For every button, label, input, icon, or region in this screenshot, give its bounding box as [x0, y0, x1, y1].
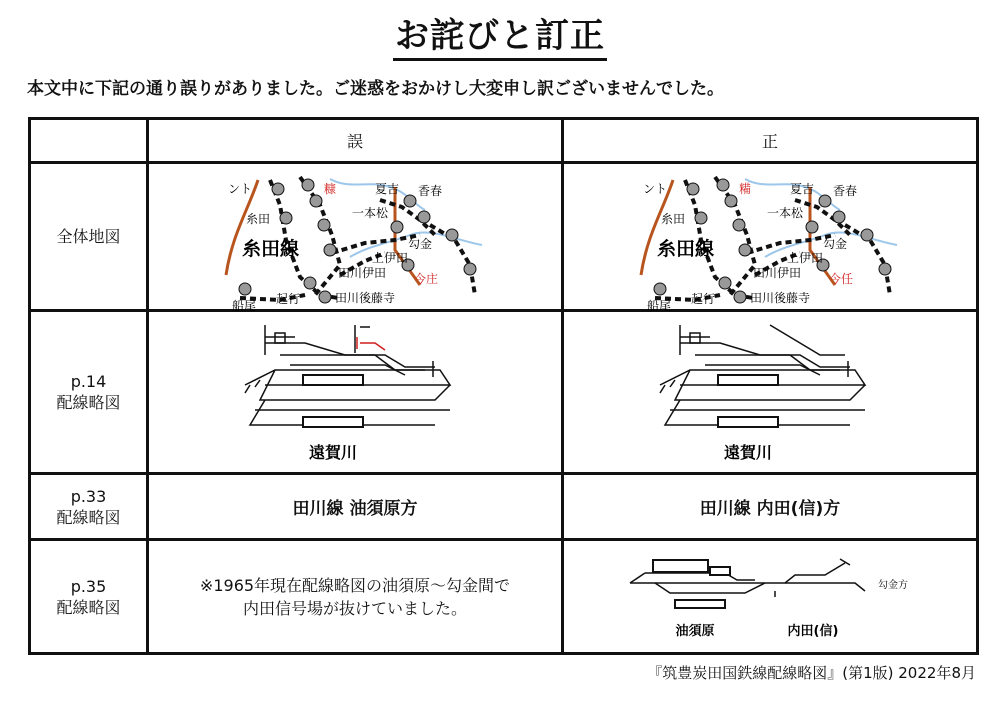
note-line: ※1965年現在配線略図の油須原〜勾金間で	[199, 575, 511, 595]
row-label-line: 全体地図	[56, 227, 121, 246]
map-label-nto: ント	[228, 181, 253, 196]
header-corner	[30, 119, 148, 163]
row-label-p14	[30, 311, 148, 474]
p35-station-right: 内田(信)	[787, 623, 839, 639]
p14-river-label: 遠賀川	[308, 443, 358, 462]
map-label-ippommatsu: 一本松	[767, 205, 804, 220]
p35-wrong-note	[148, 540, 563, 654]
map-label-tagawa-gotoji: 田川後藤寺	[750, 290, 811, 305]
row-label-p35	[30, 540, 148, 654]
map-label-tagawa-ita: 田川伊田	[338, 265, 387, 280]
p35-diagram	[625, 545, 915, 645]
map-label-funao: 船尾	[232, 298, 257, 313]
map-label-ippommatsu: 一本松	[352, 205, 389, 220]
map-label-tagawa-gotoji: 田川後藤寺	[335, 290, 396, 305]
p33-wrong-text: 田川線 油須原方	[148, 474, 563, 540]
header-row	[30, 119, 978, 163]
row-p35	[30, 540, 978, 654]
map-mine-label-correct: 糒	[739, 181, 752, 196]
map-label-natsuyoshi: 夏吉	[375, 181, 400, 196]
map-label-magarikane: 勾金	[408, 236, 433, 251]
p14-correct-cell	[563, 311, 978, 474]
row-label-line: 配線略図	[56, 597, 121, 617]
row-label-line: 配線略図	[56, 507, 121, 527]
p14-river-label: 遠賀川	[723, 443, 773, 462]
map-label-kamiita: 上伊田	[372, 250, 409, 265]
map-label-tagawa-ita: 田川伊田	[753, 265, 802, 280]
map-correct-cell	[563, 163, 978, 311]
row-label-p33	[30, 474, 148, 540]
p35-correct-cell	[563, 540, 978, 654]
row-p33	[30, 474, 978, 540]
p35-station-left: 油須原	[675, 623, 715, 639]
row-label-line: p.35	[70, 576, 107, 596]
map-correct	[635, 165, 905, 313]
map-label-itoda: 糸田	[246, 211, 271, 226]
header-correct: 正	[563, 119, 978, 163]
note-line: 内田信号場が抜けていました。	[242, 598, 467, 618]
p35-direction-label: 勾金方	[878, 579, 908, 591]
map-branch-label-correct: 今任	[829, 271, 854, 286]
header-wrong: 誤	[148, 119, 563, 163]
footer-source: 『筑豊炭田国鉄線配線略図』(第1版) 2022年8月	[647, 664, 976, 682]
errata-table	[28, 117, 979, 655]
map-label-natsuyoshi: 夏吉	[790, 181, 815, 196]
map-label-itoda: 糸田	[661, 211, 686, 226]
map-label-kamiita: 上伊田	[787, 250, 824, 265]
map-label-kaharu: 香春	[833, 183, 858, 198]
row-p14	[30, 311, 978, 474]
page-title: お詫びと訂正	[0, 8, 1000, 57]
p14-wrong-cell	[148, 311, 563, 474]
map-base	[226, 177, 482, 313]
map-wrong	[220, 165, 490, 313]
map-base	[641, 177, 897, 313]
map-branch-label-wrong: 今庄	[414, 271, 439, 286]
row-map	[30, 163, 978, 311]
p14-diagram-correct	[650, 315, 890, 465]
map-label-magarikane: 勾金	[823, 236, 848, 251]
row-label-map	[30, 163, 148, 311]
map-label-kaharu: 香春	[418, 183, 443, 198]
p14-diagram-wrong	[235, 315, 475, 465]
map-mine-label-wrong: 糠	[324, 181, 337, 196]
row-label-line: 配線略図	[56, 393, 121, 412]
map-label-nto: ント	[643, 181, 668, 196]
map-label-okoshi: 起行	[276, 291, 301, 306]
map-wrong-cell	[148, 163, 563, 311]
intro-text: 本文中に下記の通り誤りがありました。ご迷惑をおかけし大変申し訳ございませんでした。	[27, 79, 724, 99]
row-label-line: p.33	[70, 486, 107, 506]
p33-correct-text: 田川線 内田(信)方	[563, 474, 978, 540]
map-label-funao: 船尾	[647, 298, 672, 313]
map-line-name: 糸田線	[657, 237, 715, 260]
row-label-line: p.14	[70, 372, 107, 391]
map-line-name: 糸田線	[242, 237, 300, 260]
map-label-okoshi: 起行	[691, 291, 716, 306]
